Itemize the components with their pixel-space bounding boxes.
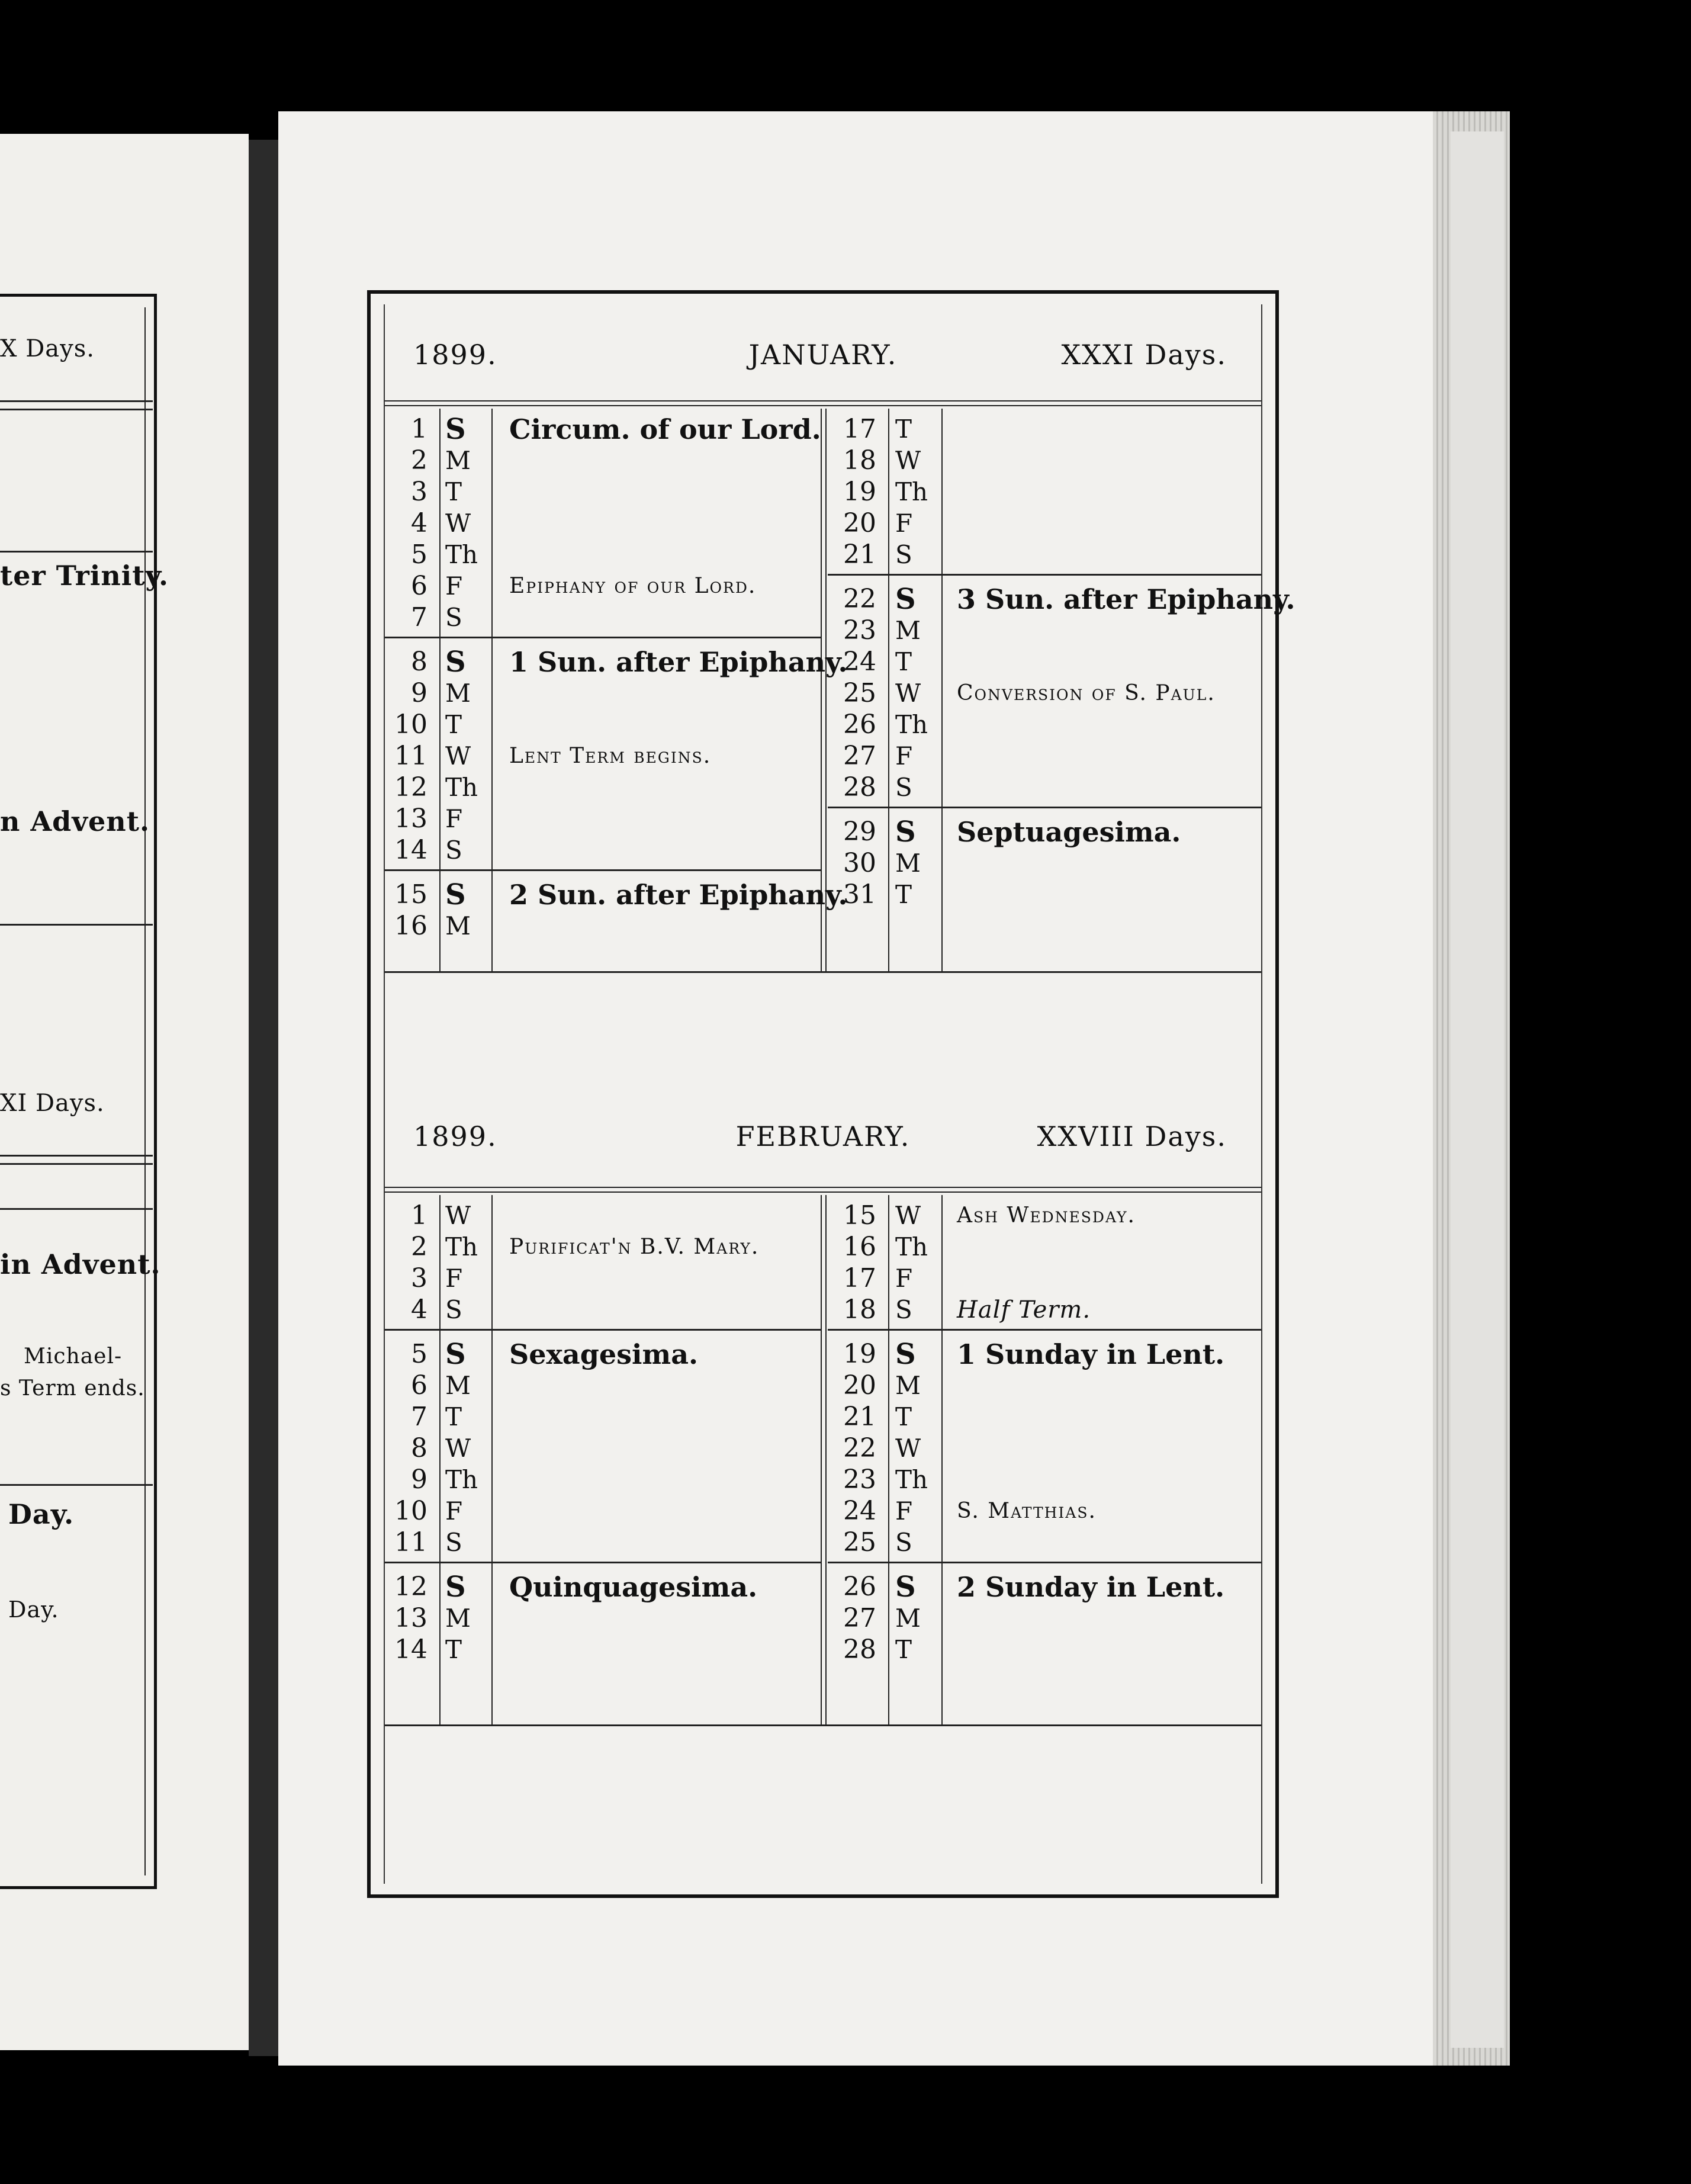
left-rule bbox=[0, 1484, 153, 1486]
day-number: 3 bbox=[411, 1263, 427, 1293]
event-label: Purificat'n B.V. Mary. bbox=[509, 1235, 760, 1259]
day-number: 7 bbox=[411, 602, 427, 632]
weekday-letter: S bbox=[445, 1528, 462, 1557]
day-number: 28 bbox=[843, 1634, 876, 1665]
january-col-rule bbox=[439, 409, 441, 971]
weekday-letter: M bbox=[895, 616, 921, 645]
left-line-6: Michael- bbox=[24, 1344, 123, 1369]
weekday-letter: Th bbox=[895, 710, 928, 739]
day-number: 23 bbox=[843, 1464, 876, 1495]
february-title: FEBRUARY. bbox=[735, 1120, 911, 1152]
weekday-letter: F bbox=[445, 804, 463, 833]
weekday-letter: T bbox=[895, 880, 912, 909]
day-number: 6 bbox=[411, 1370, 427, 1401]
day-number: 5 bbox=[411, 539, 427, 570]
february-col-rule bbox=[439, 1195, 441, 1724]
day-number: 24 bbox=[843, 647, 876, 677]
day-number: 14 bbox=[394, 1634, 427, 1665]
event-label: Half Term. bbox=[957, 1296, 1091, 1324]
weekday-letter: T bbox=[895, 1635, 912, 1664]
january-col-rule bbox=[491, 409, 493, 971]
weekday-letter: S bbox=[895, 815, 916, 849]
january-header bbox=[384, 339, 1262, 392]
left-rule bbox=[0, 1155, 153, 1157]
day-number: 15 bbox=[843, 1200, 876, 1231]
day-number: 18 bbox=[843, 1295, 876, 1325]
left-line-1: X Days. bbox=[0, 335, 95, 362]
february-days-count: XXVIII Days. bbox=[1037, 1120, 1227, 1152]
february-header bbox=[384, 1120, 1262, 1174]
day-number: 21 bbox=[843, 539, 876, 570]
day-number: 13 bbox=[394, 1603, 427, 1633]
day-number: 5 bbox=[411, 1339, 427, 1369]
day-number: 9 bbox=[411, 1464, 427, 1495]
weekday-letter: S bbox=[445, 603, 462, 632]
day-number: 6 bbox=[411, 571, 427, 601]
day-number: 25 bbox=[843, 1527, 876, 1557]
day-number: 1 bbox=[411, 1200, 427, 1231]
weekday-letter: Th bbox=[445, 540, 478, 569]
weekday-letter: S bbox=[895, 1295, 912, 1324]
day-number: 19 bbox=[843, 1339, 876, 1369]
weekday-letter: S bbox=[445, 1338, 466, 1371]
day-number: 9 bbox=[411, 678, 427, 708]
weekday-letter: F bbox=[895, 509, 913, 538]
day-number: 28 bbox=[843, 772, 876, 802]
event-label: Septuagesima. bbox=[957, 816, 1181, 848]
event-label: Epiphany of our Lord. bbox=[509, 574, 757, 598]
day-number: 8 bbox=[411, 647, 427, 677]
weekday-letter: Th bbox=[895, 1465, 928, 1494]
february-week-rule bbox=[385, 1329, 821, 1331]
event-label: Lent Term begins. bbox=[509, 744, 712, 768]
january-header-rule bbox=[385, 400, 1261, 402]
february-week-rule bbox=[385, 1562, 821, 1563]
left-rule bbox=[0, 1208, 153, 1210]
weekday-letter: F bbox=[895, 741, 913, 770]
february-col-rule bbox=[888, 1195, 889, 1724]
left-rule bbox=[0, 924, 153, 926]
weekday-letter: S bbox=[445, 1295, 462, 1324]
day-number: 25 bbox=[843, 678, 876, 708]
weekday-letter: F bbox=[445, 571, 463, 600]
event-label: Circum. of our Lord. bbox=[509, 413, 821, 445]
weekday-letter: S bbox=[445, 1570, 466, 1604]
weekday-letter: W bbox=[895, 679, 921, 708]
event-label: Ash Wednesday. bbox=[957, 1203, 1136, 1228]
february-bottom-rule bbox=[385, 1724, 1261, 1726]
event-label: Conversion of S. Paul. bbox=[957, 681, 1216, 705]
weekday-letter: T bbox=[445, 1402, 462, 1431]
event-label: 2 Sunday in Lent. bbox=[957, 1571, 1225, 1603]
january-bottom-rule bbox=[385, 971, 1261, 973]
january-week-rule bbox=[828, 574, 1261, 576]
day-number: 16 bbox=[843, 1232, 876, 1262]
day-number: 17 bbox=[843, 1263, 876, 1293]
weekday-letter: W bbox=[895, 446, 921, 475]
event-label: 1 Sunday in Lent. bbox=[957, 1338, 1225, 1370]
weekday-letter: F bbox=[445, 1496, 463, 1525]
february-header-rule bbox=[385, 1187, 1261, 1188]
weekday-letter: M bbox=[445, 911, 471, 940]
day-number: 20 bbox=[843, 1370, 876, 1401]
weekday-letter: W bbox=[445, 741, 471, 770]
january-year: 1899. bbox=[413, 339, 497, 371]
day-number: 27 bbox=[843, 741, 876, 771]
event-label: 1 Sun. after Epiphany. bbox=[509, 646, 848, 678]
day-number: 26 bbox=[843, 709, 876, 740]
weekday-letter: W bbox=[445, 1434, 471, 1463]
february-year: 1899. bbox=[413, 1120, 497, 1152]
left-line-7: s Term ends. bbox=[0, 1376, 145, 1401]
left-line-9: Day. bbox=[8, 1597, 59, 1623]
weekday-letter: M bbox=[895, 1371, 921, 1400]
january-week-rule bbox=[385, 637, 821, 638]
weekday-letter: T bbox=[895, 647, 912, 676]
january-week-rule bbox=[385, 869, 821, 871]
weekday-letter: W bbox=[895, 1434, 921, 1463]
weekday-letter: Th bbox=[445, 1232, 478, 1261]
weekday-letter: M bbox=[445, 446, 471, 475]
day-number: 12 bbox=[394, 1572, 427, 1602]
day-number: 17 bbox=[843, 414, 876, 444]
weekday-letter: F bbox=[445, 1264, 463, 1293]
day-number: 18 bbox=[843, 445, 876, 476]
weekday-letter: M bbox=[445, 1604, 471, 1633]
day-number: 23 bbox=[843, 615, 876, 645]
weekday-letter: S bbox=[895, 1338, 916, 1371]
weekday-letter: T bbox=[895, 415, 912, 444]
day-number: 22 bbox=[843, 584, 876, 614]
day-number: 12 bbox=[394, 772, 427, 802]
weekday-letter: S bbox=[445, 413, 466, 446]
day-number: 4 bbox=[411, 1295, 427, 1325]
day-number: 3 bbox=[411, 477, 427, 507]
weekday-letter: S bbox=[895, 540, 912, 569]
weekday-letter: S bbox=[445, 878, 466, 911]
day-number: 24 bbox=[843, 1496, 876, 1526]
day-number: 21 bbox=[843, 1402, 876, 1432]
event-label: S. Matthias. bbox=[957, 1499, 1097, 1523]
january-week-rule bbox=[828, 807, 1261, 808]
weekday-letter: S bbox=[445, 836, 462, 865]
day-number: 4 bbox=[411, 508, 427, 538]
february-col-rule bbox=[941, 1195, 943, 1724]
day-number: 10 bbox=[394, 1496, 427, 1526]
weekday-letter: W bbox=[445, 1201, 471, 1230]
weekday-letter: Th bbox=[445, 1465, 478, 1494]
weekday-letter: T bbox=[445, 477, 462, 506]
day-number: 13 bbox=[394, 804, 427, 834]
weekday-letter: M bbox=[445, 679, 471, 708]
weekday-letter: S bbox=[445, 645, 466, 679]
february-center-rule bbox=[821, 1195, 827, 1724]
day-number: 22 bbox=[843, 1433, 876, 1463]
weekday-letter: S bbox=[895, 1570, 916, 1604]
day-number: 15 bbox=[394, 879, 427, 910]
weekday-letter: S bbox=[895, 1528, 912, 1557]
day-number: 11 bbox=[394, 741, 427, 771]
weekday-letter: T bbox=[445, 710, 462, 739]
left-line-2: ter Trinity. bbox=[0, 560, 169, 592]
january-title: JANUARY. bbox=[748, 339, 898, 371]
left-line-3: n Advent. bbox=[0, 805, 150, 837]
day-number: 26 bbox=[843, 1572, 876, 1602]
left-line-4: XI Days. bbox=[0, 1090, 105, 1117]
left-rule bbox=[0, 551, 153, 553]
weekday-letter: M bbox=[895, 849, 921, 878]
day-number: 11 bbox=[394, 1527, 427, 1557]
left-line-5: in Advent. bbox=[0, 1248, 161, 1280]
weekday-letter: Th bbox=[895, 477, 928, 506]
day-number: 8 bbox=[411, 1433, 427, 1463]
event-label: Quinquagesima. bbox=[509, 1571, 758, 1603]
left-rule bbox=[0, 1163, 153, 1165]
day-number: 14 bbox=[394, 835, 427, 865]
left-rule bbox=[0, 409, 153, 410]
event-label: 2 Sun. after Epiphany. bbox=[509, 879, 848, 911]
january-col-rule bbox=[941, 409, 943, 971]
day-number: 30 bbox=[843, 848, 876, 878]
weekday-letter: S bbox=[895, 583, 916, 616]
day-number: 10 bbox=[394, 709, 427, 740]
day-number: 2 bbox=[411, 445, 427, 476]
left-line-8: Day. bbox=[8, 1498, 75, 1530]
weekday-letter: W bbox=[445, 509, 471, 538]
event-label: Sexagesima. bbox=[509, 1338, 699, 1370]
weekday-letter: W bbox=[895, 1201, 921, 1230]
january-col-rule bbox=[888, 409, 889, 971]
day-number: 20 bbox=[843, 508, 876, 538]
left-rule bbox=[0, 400, 153, 402]
day-number: 16 bbox=[394, 911, 427, 941]
day-number: 1 bbox=[411, 414, 427, 444]
february-col-rule bbox=[491, 1195, 493, 1724]
weekday-letter: T bbox=[445, 1635, 462, 1664]
february-week-rule bbox=[828, 1329, 1261, 1331]
january-days-count: XXXI Days. bbox=[1061, 339, 1227, 371]
day-number: 19 bbox=[843, 477, 876, 507]
event-label: 3 Sun. after Epiphany. bbox=[957, 583, 1295, 615]
february-week-rule bbox=[828, 1562, 1261, 1563]
day-number: 2 bbox=[411, 1232, 427, 1262]
day-number: 7 bbox=[411, 1402, 427, 1432]
day-number: 27 bbox=[843, 1603, 876, 1633]
day-number: 29 bbox=[843, 817, 876, 847]
weekday-letter: Th bbox=[895, 1232, 928, 1261]
page-edge-shadow bbox=[1451, 131, 1504, 2048]
weekday-letter: M bbox=[895, 1604, 921, 1633]
weekday-letter: F bbox=[895, 1264, 913, 1293]
weekday-letter: S bbox=[895, 773, 912, 802]
weekday-letter: M bbox=[445, 1371, 471, 1400]
weekday-letter: Th bbox=[445, 773, 478, 802]
weekday-letter: F bbox=[895, 1496, 913, 1525]
weekday-letter: T bbox=[895, 1402, 912, 1431]
day-number: 31 bbox=[843, 879, 876, 910]
